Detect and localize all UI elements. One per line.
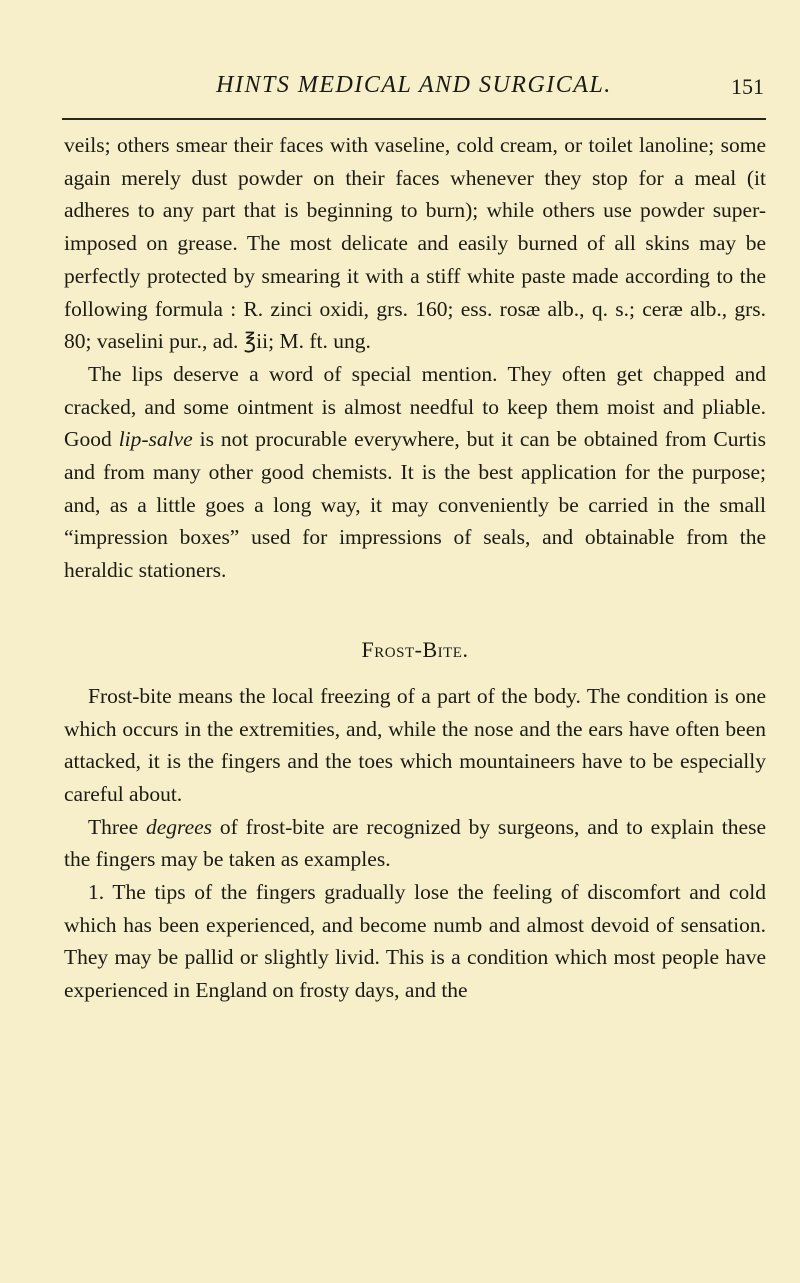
lip-salve-italic: lip-salve	[118, 427, 193, 452]
paragraph-degrees	[64, 811, 766, 876]
page-header	[64, 72, 764, 108]
section-heading-frost-bite: Frost-Bite.	[361, 636, 469, 662]
paragraph-veils: veils; others smear their faces with vaseline, cold cream, or toilet lanoline; some again merely dust powder on their faces whenever they stop for a meal (it adheres to any part that is beginning to burn); while others use powder super-imposed on grease. The most delicate and easily burned of all skins may be perfectly protected by smearing it with a stiff white paste made according to the following formula : R. zinci oxidi, grs. 160; ess. rosæ alb., q. s.; ceræ alb., grs. 80; vaselini pur., ad. ℥ii; M. ft. ung.	[64, 133, 766, 354]
degrees-italic: degrees	[145, 814, 213, 839]
running-title: HINTS MEDICAL AND SURGICAL.	[216, 72, 612, 98]
lips-text-start: The lips deserve a word of special mention. They often get chapped and cracked, and some ointment is almost needful to keep them moist and pliable. Good	[64, 361, 766, 452]
paragraph-first-degree: 1. The tips of the fingers gradually lose the feeling of discomfort and cold which has been experienced, and become numb and almost devoid of sensation. They may be pallid or slightly livid. This is a condition which most people have experienced in England on frosty days, and the	[64, 880, 766, 1003]
lips-text-end: is not procurable everywhere, but it can be obtained from Curtis and from many other good chemists. It is the best application for the purpose; and, as a little goes a long way, it may conveniently be carried in the small “impression boxes” used for impressions of seals, and obtainable from the heraldic stationers.	[64, 427, 766, 583]
degrees-text-end: of frost-bite are recognized by surgeons, and to explain these the fingers may be taken as examples.	[64, 814, 766, 872]
paragraph-lips	[64, 358, 766, 587]
body-text	[64, 129, 766, 1007]
page-number: 151	[731, 74, 764, 99]
header-rule	[62, 118, 766, 120]
paragraph-frost-definition: Frost-bite means the local freezing of a part of the body. The condition is one which occurs in the extremities, and, while the nose and the ears have often been attacked, it is the fingers and the toes which mountaineers have to be especially careful about.	[64, 683, 766, 806]
degrees-text-start: Three	[88, 814, 146, 839]
